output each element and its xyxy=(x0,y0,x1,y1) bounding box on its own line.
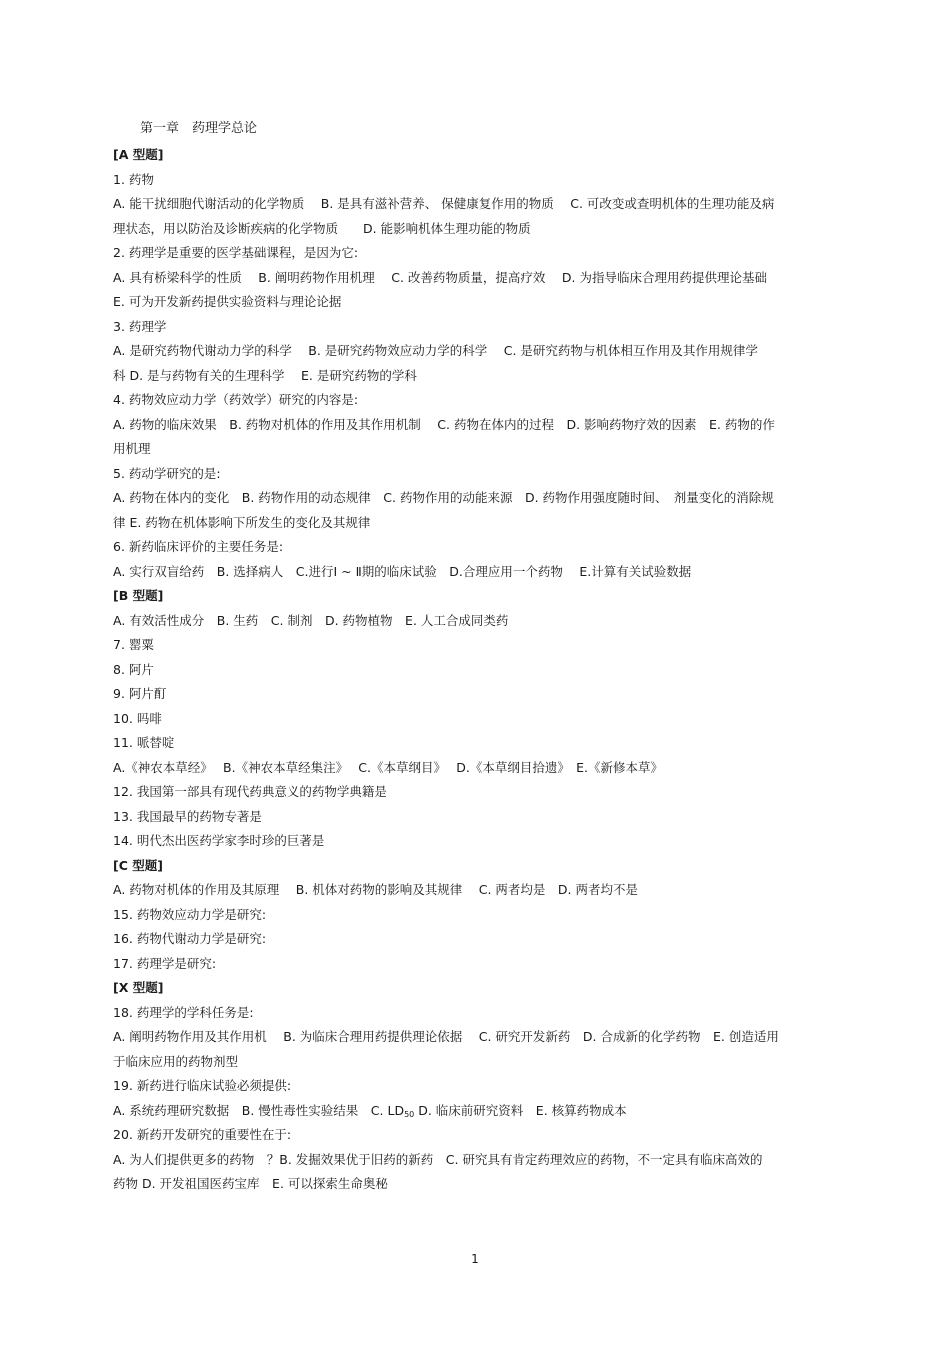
question-stem xyxy=(113,829,837,854)
answer-options xyxy=(113,1050,837,1075)
line-text: 用机理 xyxy=(113,441,151,456)
line-text: 药物 D. 开发祖国医药宝库 E. 可以探索生命奥秘 xyxy=(113,1176,388,1191)
line-text: A. 具有桥梁科学的性质 B. 阐明药物作用机理 C. 改善药物质量，提高疗效 D. 为指导临床合理用药提供理论基础 xyxy=(113,269,767,285)
line-text: A. 能干扰细胞代谢活动的化学物质 B. 是具有滋补营养、 保健康复作用的物质 C. 可改变或查明机体的生理功能及病 xyxy=(113,196,775,211)
answer-options xyxy=(113,437,837,462)
line-text: A. 药物对机体的作用及其原理 B. 机体对药物的影响及其规律 C. 两者均是 D. 两者均不是 xyxy=(113,882,638,897)
question-stem xyxy=(113,315,837,340)
line-text: 17. 药理学是研究: xyxy=(113,955,217,971)
answer-options xyxy=(113,192,837,217)
answer-options xyxy=(113,486,837,511)
question-list xyxy=(113,143,837,1197)
question-stem xyxy=(113,462,837,487)
answer-options xyxy=(113,878,837,903)
line-text: 5. 药动学研究的是: xyxy=(113,465,221,481)
section-heading xyxy=(113,143,837,168)
line-text: A. 药物的临床效果 B. 药物对机体的作用及其作用机制 C. 药物在体内的过程 D. 影响药物疗效的因素 E. 药物的作 xyxy=(113,416,775,432)
answer-options xyxy=(113,560,837,585)
question-stem xyxy=(113,952,837,977)
answer-options xyxy=(113,413,837,438)
line-text: [C 型题] xyxy=(113,857,163,873)
line-text: 19. 新药进行临床试验必须提供: xyxy=(113,1078,292,1093)
answer-options xyxy=(113,364,837,389)
question-stem xyxy=(113,388,837,413)
answer-options xyxy=(113,290,837,315)
line-text: [B 型题] xyxy=(113,588,164,603)
line-text: 于临床应用的药物剂型 xyxy=(113,1053,239,1069)
line-text: [X 型题] xyxy=(113,980,164,995)
subscript: 50 xyxy=(404,1109,415,1119)
answer-options xyxy=(113,1025,837,1050)
question-stem xyxy=(113,805,837,830)
question-stem xyxy=(113,707,837,732)
line-text: 18. 药理学的学科任务是: xyxy=(113,1004,254,1020)
line-text: 13. 我国最早的药物专著是 xyxy=(113,808,262,824)
section-heading xyxy=(113,584,837,609)
question-stem xyxy=(113,1001,837,1026)
section-heading xyxy=(113,976,837,1001)
page-number: 1 xyxy=(471,1252,479,1266)
question-stem xyxy=(113,927,837,952)
line-text: 8. 阿片 xyxy=(113,661,154,677)
line-text-tail: D. 临床前研究资料 E. 核算药物成本 xyxy=(414,1102,627,1118)
line-text: 理状态，用以防治及诊断疾病的化学物质 D. 能影响机体生理功能的物质 xyxy=(113,220,531,236)
question-stem xyxy=(113,1123,837,1148)
answer-options xyxy=(113,756,837,781)
line-text: 12. 我国第一部具有现代药典意义的药物学典籍是 xyxy=(113,784,387,799)
line-text: 10. 吗啡 xyxy=(113,710,162,726)
question-stem xyxy=(113,780,837,805)
question-stem xyxy=(113,682,837,707)
answer-options xyxy=(113,1099,837,1124)
question-stem xyxy=(113,658,837,683)
line-text: 20. 新药开发研究的重要性在于: xyxy=(113,1127,292,1142)
line-text: 9. 阿片酊 xyxy=(113,686,167,701)
answer-options xyxy=(113,1172,837,1197)
line-text: 7. 罂粟 xyxy=(113,637,154,652)
answer-options xyxy=(113,217,837,242)
line-text: 3. 药理学 xyxy=(113,318,167,334)
line-text: 2. 药理学是重要的医学基础课程，是因为它: xyxy=(113,245,359,260)
line-text: 4. 药物效应动力学（药效学）研究的内容是: xyxy=(113,392,359,407)
answer-options xyxy=(113,511,837,536)
section-heading xyxy=(113,854,837,879)
question-stem xyxy=(113,241,837,266)
line-text: 1. 药物 xyxy=(113,171,154,187)
line-text: 6. 新药临床评价的主要任务是: xyxy=(113,539,284,554)
question-stem xyxy=(113,903,837,928)
line-text: 律 E. 药物在机体影响下所发生的变化及其规律 xyxy=(113,514,371,530)
line-text: 16. 药物代谢动力学是研究: xyxy=(113,931,267,946)
answer-options xyxy=(113,609,837,634)
line-text: 14. 明代杰出医药学家李时珍的巨著是 xyxy=(113,833,325,848)
line-text: A. 是研究药物代谢动力学的科学 B. 是研究药物效应动力学的科学 C. 是研究药物与机体相互作用及其作用规律学 xyxy=(113,343,758,358)
line-text: 科 D. 是与药物有关的生理科学 E. 是研究药物的学科 xyxy=(113,367,417,383)
line-text: A. 有效活性成分 B. 生药 C. 制剂 D. 药物植物 E. 人工合成同类药 xyxy=(113,612,509,628)
answer-options xyxy=(113,266,837,291)
line-text: E. 可为开发新药提供实验资料与理论论据 xyxy=(113,294,342,309)
line-text: A.《神农本草经》 B.《神农本草经集注》 C.《本草纲目》 D.《本草纲目拾遗》 E.《新修本草》 xyxy=(113,759,663,775)
question-stem xyxy=(113,633,837,658)
line-text: 15. 药物效应动力学是研究: xyxy=(113,906,267,922)
answer-options xyxy=(113,339,837,364)
line-text: A. 药物在体内的变化 B. 药物作用的动态规律 C. 药物作用的动能来源 D. 药物作用强度随时间、 剂量变化的消除规 xyxy=(113,490,774,505)
line-text: 11. 哌替啶 xyxy=(113,735,175,750)
answer-options xyxy=(113,1148,837,1173)
question-stem xyxy=(113,731,837,756)
line-text: [A 型题] xyxy=(113,147,164,162)
question-stem xyxy=(113,168,837,193)
question-stem xyxy=(113,1074,837,1099)
line-text: A. 实行双盲给药 B. 选择病人 C.进行Ⅰ ~ Ⅱ期的临床试验 D.合理应用一个药物 E.计算有关试验数据 xyxy=(113,563,692,579)
line-text: A. 系统药理研究数据 B. 慢性毒性实验结果 C. LD xyxy=(113,1102,405,1118)
line-text: A. 阐明药物作用及其作用机 B. 为临床合理用药提供理论依据 C. 研究开发新药 D. 合成新的化学药物 E. 创造适用 xyxy=(113,1029,779,1044)
line-text: A. 为人们提供更多的药物 ？B. 发掘效果优于旧药的新药 C. 研究具有肯定药理效应的药物，不一定具有临床高效的 xyxy=(113,1151,763,1167)
question-stem xyxy=(113,535,837,560)
chapter-title: 第一章 药理学总论 xyxy=(140,121,258,136)
